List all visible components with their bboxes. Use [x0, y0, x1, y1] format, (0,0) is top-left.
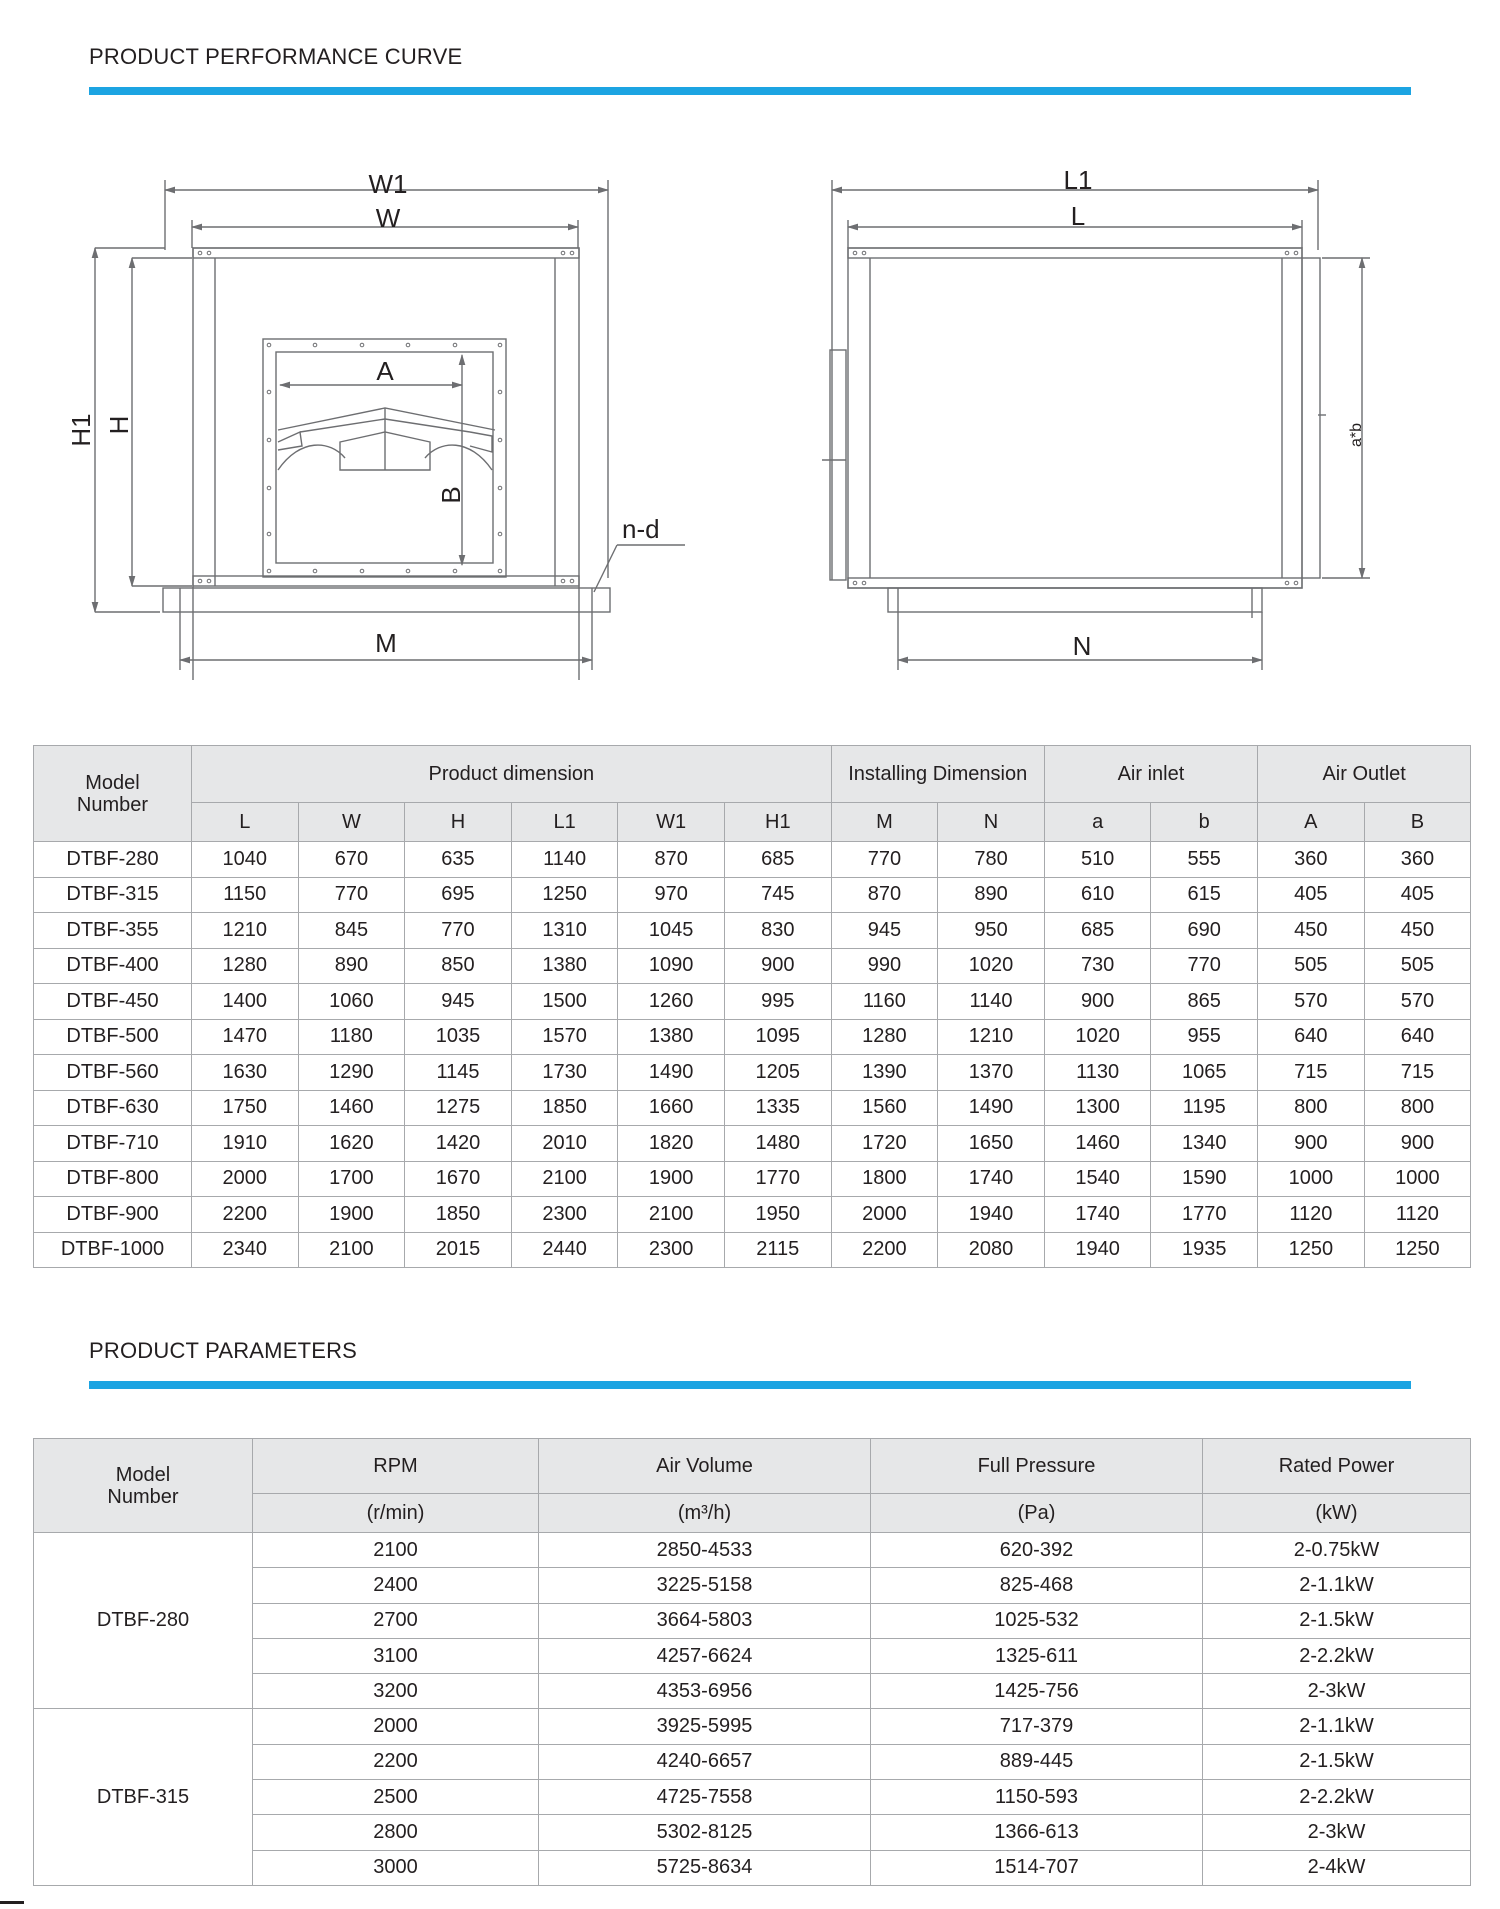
dimension-table — [33, 745, 1471, 1268]
column-header-full-pressure: Full Pressure — [871, 1439, 1203, 1494]
table-cell: 450 — [1364, 913, 1471, 949]
table-cell: 1425-756 — [871, 1674, 1203, 1709]
table-cell: 1025-532 — [871, 1603, 1203, 1638]
table-cell: 1325-611 — [871, 1638, 1203, 1673]
table-cell: 1700 — [298, 1161, 405, 1197]
table-cell: 1770 — [724, 1161, 831, 1197]
table-row — [34, 984, 1471, 1020]
table-cell: 1340 — [1151, 1126, 1258, 1162]
table-cell: 1460 — [1044, 1126, 1151, 1162]
table-cell: 1460 — [298, 1090, 405, 1126]
table-cell: 2-1.1kW — [1203, 1568, 1471, 1603]
table-cell: 2-3kW — [1203, 1674, 1471, 1709]
table-cell: 1540 — [1044, 1161, 1151, 1197]
table-cell: 1620 — [298, 1126, 405, 1162]
section-title-parameters: PRODUCT PARAMETERS — [89, 1338, 358, 1363]
header-model-line2: Number — [76, 793, 149, 816]
table-row — [34, 842, 1471, 878]
label-a: A — [376, 356, 394, 386]
table-cell: 3225-5158 — [539, 1568, 871, 1603]
label-ab: a*b — [1348, 422, 1365, 448]
table-cell: 640 — [1364, 1019, 1471, 1055]
section-divider — [89, 1381, 1411, 1389]
table-cell: 360 — [1258, 842, 1365, 878]
table-cell: 1140 — [511, 842, 618, 878]
table-cell: 1940 — [938, 1197, 1045, 1233]
model-number-cell: DTBF-560 — [34, 1055, 192, 1091]
table-cell: 405 — [1364, 877, 1471, 913]
table-cell: 1370 — [938, 1055, 1045, 1091]
table-cell: 770 — [831, 842, 938, 878]
table-cell: 1195 — [1151, 1090, 1258, 1126]
header-model-number — [34, 746, 192, 842]
table-cell: 1150-593 — [871, 1780, 1203, 1815]
table-cell: 2340 — [192, 1232, 299, 1268]
column-header-l1: L1 — [511, 803, 618, 842]
table-cell: 1310 — [511, 913, 618, 949]
table-cell: 570 — [1364, 984, 1471, 1020]
table-cell: 2115 — [724, 1232, 831, 1268]
table-cell: 2010 — [511, 1126, 618, 1162]
label-w1: W1 — [368, 169, 408, 199]
model-number-cell: DTBF-355 — [34, 913, 192, 949]
model-number-cell: DTBF-400 — [34, 948, 192, 984]
model-number-cell: DTBF-280 — [34, 842, 192, 878]
table-cell: 890 — [298, 948, 405, 984]
table-cell: 1335 — [724, 1090, 831, 1126]
label-h1: H1 — [66, 413, 96, 447]
table-row — [34, 877, 1471, 913]
table-cell: 1040 — [192, 842, 299, 878]
table-cell: 1020 — [1044, 1019, 1151, 1055]
table-cell: 505 — [1258, 948, 1365, 984]
header-model-line1: Model — [115, 1463, 171, 1486]
table-cell: 780 — [938, 842, 1045, 878]
table-cell: 1280 — [192, 948, 299, 984]
table-cell: 360 — [1364, 842, 1471, 878]
header-model-number — [34, 1439, 253, 1533]
table-cell: 405 — [1258, 877, 1365, 913]
table-cell: 3200 — [253, 1674, 539, 1709]
table-cell: 1420 — [405, 1126, 512, 1162]
model-number-cell: DTBF-900 — [34, 1197, 192, 1233]
table-cell: 1900 — [298, 1197, 405, 1233]
table-cell: 2300 — [618, 1232, 725, 1268]
table-cell: 900 — [724, 948, 831, 984]
table-cell: 990 — [831, 948, 938, 984]
table-cell: 1850 — [405, 1197, 512, 1233]
table-cell: 695 — [405, 877, 512, 913]
table-cell: 995 — [724, 984, 831, 1020]
table-cell: 2200 — [192, 1197, 299, 1233]
parameter-table — [33, 1438, 1471, 1886]
group-product-dimension: Product dimension — [192, 746, 832, 803]
table-cell: 670 — [298, 842, 405, 878]
table-cell: 685 — [1044, 913, 1151, 949]
table-cell: 1280 — [831, 1019, 938, 1055]
table-cell: 2100 — [511, 1161, 618, 1197]
table-cell: 1500 — [511, 984, 618, 1020]
table-cell: 2400 — [253, 1568, 539, 1603]
table-cell: 2440 — [511, 1232, 618, 1268]
table-cell: 3100 — [253, 1638, 539, 1673]
group-installing-dimension: Installing Dimension — [831, 746, 1044, 803]
model-number-cell: DTBF-800 — [34, 1161, 192, 1197]
label-b: B — [436, 486, 466, 504]
column-header-rated-power: Rated Power — [1203, 1439, 1471, 1494]
group-air-outlet: Air Outlet — [1258, 746, 1471, 803]
table-cell: 770 — [1151, 948, 1258, 984]
table-cell: 570 — [1258, 984, 1365, 1020]
table-cell: 955 — [1151, 1019, 1258, 1055]
table-cell: 1145 — [405, 1055, 512, 1091]
table-cell: 5725-8634 — [539, 1850, 871, 1885]
table-row — [34, 1126, 1471, 1162]
table-cell: 1260 — [618, 984, 725, 1020]
column-header-air-volume: Air Volume — [539, 1439, 871, 1494]
table-cell: 1740 — [938, 1161, 1045, 1197]
table-cell: 4240-6657 — [539, 1744, 871, 1779]
table-cell: 1000 — [1364, 1161, 1471, 1197]
table-cell: 2-3kW — [1203, 1815, 1471, 1850]
table-cell: 889-445 — [871, 1744, 1203, 1779]
table-cell: 800 — [1258, 1090, 1365, 1126]
table-cell: 1514-707 — [871, 1850, 1203, 1885]
table-cell: 2100 — [618, 1197, 725, 1233]
column-header-l: L — [192, 803, 299, 842]
table-cell: 770 — [405, 913, 512, 949]
table-cell: 1900 — [618, 1161, 725, 1197]
model-number-cell: DTBF-500 — [34, 1019, 192, 1055]
table-cell: 1390 — [831, 1055, 938, 1091]
unit-header: (Pa) — [871, 1494, 1203, 1533]
label-w: W — [375, 203, 401, 233]
table-cell: 1140 — [938, 984, 1045, 1020]
bolt-holes — [198, 251, 1298, 585]
table-cell: 1205 — [724, 1055, 831, 1091]
model-group-cell: DTBF-280 — [34, 1533, 253, 1709]
table-row — [34, 1055, 1471, 1091]
page-corner-mark — [0, 1901, 24, 1904]
table-cell: 2200 — [831, 1232, 938, 1268]
table-cell: 1380 — [511, 948, 618, 984]
table-cell: 450 — [1258, 913, 1365, 949]
label-l1: L1 — [1063, 165, 1093, 195]
table-cell: 1380 — [618, 1019, 725, 1055]
table-cell: 1250 — [1364, 1232, 1471, 1268]
table-cell: 555 — [1151, 842, 1258, 878]
table-row — [34, 913, 1471, 949]
table-cell: 2000 — [192, 1161, 299, 1197]
label-n: N — [1072, 631, 1092, 661]
table-cell: 1560 — [831, 1090, 938, 1126]
table-cell: 2-2.2kW — [1203, 1638, 1471, 1673]
table-cell: 1130 — [1044, 1055, 1151, 1091]
table-cell: 685 — [724, 842, 831, 878]
table-cell: 2100 — [253, 1533, 539, 1568]
table-cell: 870 — [618, 842, 725, 878]
unit-header: (kW) — [1203, 1494, 1471, 1533]
model-group-cell: DTBF-315 — [34, 1709, 253, 1885]
table-cell: 3664-5803 — [539, 1603, 871, 1638]
header-model-line2: Number — [107, 1485, 179, 1508]
table-cell: 865 — [1151, 984, 1258, 1020]
table-cell: 1720 — [831, 1126, 938, 1162]
table-cell: 1035 — [405, 1019, 512, 1055]
table-cell: 945 — [405, 984, 512, 1020]
table-cell: 1570 — [511, 1019, 618, 1055]
table-cell: 825-468 — [871, 1568, 1203, 1603]
column-header-rpm: RPM — [253, 1439, 539, 1494]
dimension-drawings — [0, 140, 1500, 680]
table-cell: 2-2.2kW — [1203, 1780, 1471, 1815]
table-cell: 2000 — [831, 1197, 938, 1233]
section-divider — [89, 87, 1411, 95]
model-number-cell: DTBF-630 — [34, 1090, 192, 1126]
table-cell: 690 — [1151, 913, 1258, 949]
table-row — [34, 1019, 1471, 1055]
table-cell: 1250 — [511, 877, 618, 913]
table-cell: 1020 — [938, 948, 1045, 984]
column-header-n: N — [938, 803, 1045, 842]
table-cell: 715 — [1364, 1055, 1471, 1091]
table-cell: 2200 — [253, 1744, 539, 1779]
table-cell: 845 — [298, 913, 405, 949]
table-cell: 1210 — [938, 1019, 1045, 1055]
model-number-cell: DTBF-710 — [34, 1126, 192, 1162]
table-cell: 620-392 — [871, 1533, 1203, 1568]
table-cell: 2000 — [253, 1709, 539, 1744]
table-cell: 1366-613 — [871, 1815, 1203, 1850]
table-cell: 715 — [1258, 1055, 1365, 1091]
table-cell: 1290 — [298, 1055, 405, 1091]
table-cell: 4257-6624 — [539, 1638, 871, 1673]
table-cell: 1660 — [618, 1090, 725, 1126]
front-view-drawing — [95, 180, 685, 680]
table-cell: 1935 — [1151, 1232, 1258, 1268]
table-cell: 890 — [938, 877, 1045, 913]
table-cell: 1490 — [938, 1090, 1045, 1126]
table-cell: 870 — [831, 877, 938, 913]
table-cell: 505 — [1364, 948, 1471, 984]
table-cell: 3000 — [253, 1850, 539, 1885]
table-cell: 1470 — [192, 1019, 299, 1055]
column-header-h1: H1 — [724, 803, 831, 842]
table-cell: 2-0.75kW — [1203, 1533, 1471, 1568]
table-cell: 1820 — [618, 1126, 725, 1162]
column-header-h: H — [405, 803, 512, 842]
table-cell: 1095 — [724, 1019, 831, 1055]
table-cell: 1090 — [618, 948, 725, 984]
table-cell: 1670 — [405, 1161, 512, 1197]
group-air-inlet: Air inlet — [1044, 746, 1257, 803]
table-cell: 1300 — [1044, 1090, 1151, 1126]
table-cell: 1850 — [511, 1090, 618, 1126]
table-cell: 615 — [1151, 877, 1258, 913]
table-cell: 2-1.5kW — [1203, 1744, 1471, 1779]
table-cell: 5302-8125 — [539, 1815, 871, 1850]
model-number-cell: DTBF-450 — [34, 984, 192, 1020]
table-cell: 1120 — [1258, 1197, 1365, 1233]
table-cell: 2700 — [253, 1603, 539, 1638]
table-cell: 950 — [938, 913, 1045, 949]
table-cell: 1770 — [1151, 1197, 1258, 1233]
table-cell: 1045 — [618, 913, 725, 949]
table-cell: 1400 — [192, 984, 299, 1020]
table-row — [34, 1090, 1471, 1126]
label-h: H — [104, 415, 134, 435]
table-cell: 970 — [618, 877, 725, 913]
table-cell: 900 — [1364, 1126, 1471, 1162]
table-cell: 717-379 — [871, 1709, 1203, 1744]
unit-header: (r/min) — [253, 1494, 539, 1533]
table-cell: 900 — [1258, 1126, 1365, 1162]
model-number-cell: DTBF-1000 — [34, 1232, 192, 1268]
table-cell: 830 — [724, 913, 831, 949]
table-cell: 2800 — [253, 1815, 539, 1850]
table-cell: 1630 — [192, 1055, 299, 1091]
table-cell: 945 — [831, 913, 938, 949]
table-cell: 1910 — [192, 1126, 299, 1162]
table-cell: 2300 — [511, 1197, 618, 1233]
table-cell: 1490 — [618, 1055, 725, 1091]
table-cell: 1210 — [192, 913, 299, 949]
table-cell: 2850-4533 — [539, 1533, 871, 1568]
table-cell: 1650 — [938, 1126, 1045, 1162]
table-cell: 4725-7558 — [539, 1780, 871, 1815]
table-cell: 640 — [1258, 1019, 1365, 1055]
table-cell: 1120 — [1364, 1197, 1471, 1233]
table-row — [34, 948, 1471, 984]
table-cell: 510 — [1044, 842, 1151, 878]
table-row — [34, 1161, 1471, 1197]
label-m: M — [375, 628, 397, 658]
table-cell: 770 — [298, 877, 405, 913]
table-cell: 2-4kW — [1203, 1850, 1471, 1885]
column-header-w: W — [298, 803, 405, 842]
table-cell: 1160 — [831, 984, 938, 1020]
table-cell: 2500 — [253, 1780, 539, 1815]
column-header-b: b — [1151, 803, 1258, 842]
table-cell: 610 — [1044, 877, 1151, 913]
table-cell: 1065 — [1151, 1055, 1258, 1091]
table-cell: 1150 — [192, 877, 299, 913]
table-cell: 1800 — [831, 1161, 938, 1197]
table-cell: 850 — [405, 948, 512, 984]
table-cell: 1590 — [1151, 1161, 1258, 1197]
table-cell: 730 — [1044, 948, 1151, 984]
table-cell: 1750 — [192, 1090, 299, 1126]
table-cell: 2080 — [938, 1232, 1045, 1268]
table-cell: 1060 — [298, 984, 405, 1020]
table-row — [34, 1533, 1471, 1568]
unit-header: (m³/h) — [539, 1494, 871, 1533]
label-l: L — [1070, 201, 1086, 231]
table-cell: 4353-6956 — [539, 1674, 871, 1709]
table-cell: 1250 — [1258, 1232, 1365, 1268]
model-number-cell: DTBF-315 — [34, 877, 192, 913]
table-cell: 1275 — [405, 1090, 512, 1126]
table-cell: 2-1.1kW — [1203, 1709, 1471, 1744]
column-header-w1: W1 — [618, 803, 725, 842]
table-cell: 745 — [724, 877, 831, 913]
table-cell: 1180 — [298, 1019, 405, 1055]
table-cell: 1940 — [1044, 1232, 1151, 1268]
column-header-m: M — [831, 803, 938, 842]
table-row — [34, 1709, 1471, 1744]
table-cell: 2-1.5kW — [1203, 1603, 1471, 1638]
table-cell: 900 — [1044, 984, 1151, 1020]
table-cell: 1000 — [1258, 1161, 1365, 1197]
table-row — [34, 1232, 1471, 1268]
header-model-line1: Model — [85, 771, 140, 794]
column-header-b: B — [1364, 803, 1471, 842]
table-cell: 1730 — [511, 1055, 618, 1091]
table-cell: 1480 — [724, 1126, 831, 1162]
label-nd: n-d — [622, 514, 660, 544]
table-cell: 1950 — [724, 1197, 831, 1233]
section-title-performance: PRODUCT PERFORMANCE CURVE — [89, 44, 463, 69]
table-cell: 2100 — [298, 1232, 405, 1268]
table-cell: 2015 — [405, 1232, 512, 1268]
column-header-a: a — [1044, 803, 1151, 842]
table-cell: 635 — [405, 842, 512, 878]
table-cell: 1740 — [1044, 1197, 1151, 1233]
table-cell: 800 — [1364, 1090, 1471, 1126]
column-header-a: A — [1258, 803, 1365, 842]
table-cell: 3925-5995 — [539, 1709, 871, 1744]
table-row — [34, 1197, 1471, 1233]
